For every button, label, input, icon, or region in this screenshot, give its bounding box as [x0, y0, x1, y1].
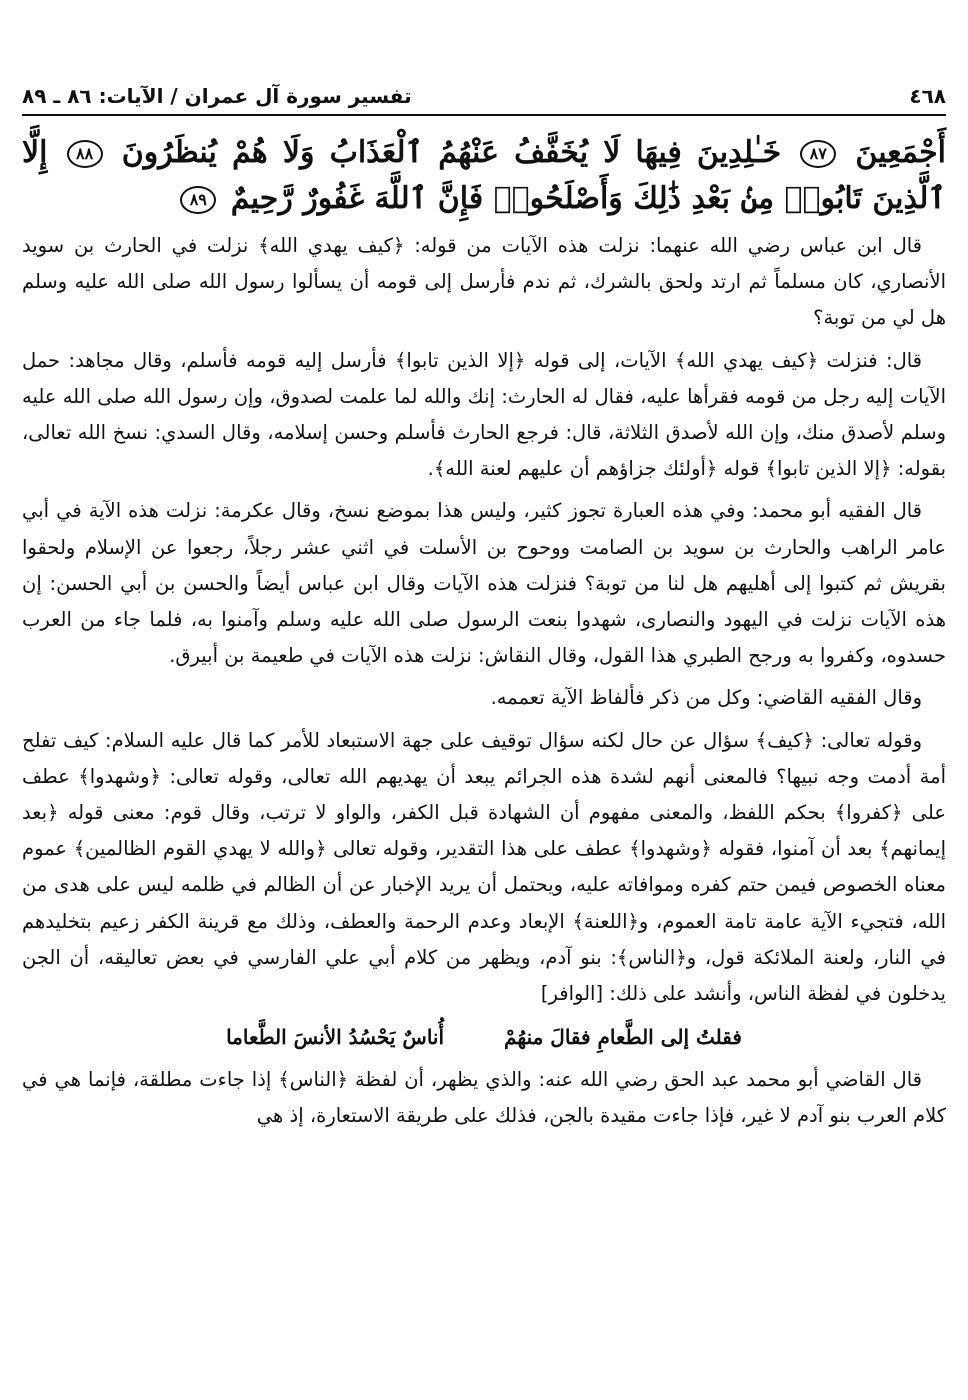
- paragraph-3: قال الفقيه أبو محمد: وفي هذه العبارة تجوز كثير، وليس هذا بموضع نسخ، وقال عكرمة: نزلت هذه الآية في أبي عامر الراهب والحارث بن سويد بن الصامت ووحوح بن الأسلت في اثني عشر رجلاً، رجعوا عن الإسلام ولحقوا بقريش ثم كتبوا إلى أهليهم هل لنا من توبة؟ فنزلت هذه الآيات وقال ابن عباس أيضاً والحسن بن أبي الحسن: إن هذه الآيات نزلت في اليهود والنصارى، شهدوا بنعت الرسول صلى الله عليه وسلم وآمنوا به، فلما جاء من العرب حسدوه، وكفروا به ورجح الطبري هذا القول، وقال النقاش: نزلت هذه الآيات في طعيمة بن أبيرق.: [22, 499, 946, 668]
- paragraph-1: قال ابن عباس رضي الله عنهما: نزلت هذه الآيات من قوله: ﴿كيف يهدي الله﴾ نزلت في الحارث بن سويد الأنصاري، كان مسلماً ثم ارتد ولحق بالشرك، ثم ندم فأرسل إلى قومه أن يسألوا رسول الله صلى الله عليه وسلم هل لي من توبة؟: [22, 234, 946, 330]
- quran-verse-block: [22, 130, 946, 222]
- poem-hemistich-1: فقلتُ إلى الطَّعامِ فقالَ منهُمْ: [504, 1025, 742, 1050]
- verse-text-2: خَـٰلِدِينَ فِيهَا لَا يُخَفَّفُ عَنْهُمُ ٱلْعَذَابُ وَلَا هُمْ يُنظَرُونَ: [121, 135, 782, 170]
- verse-number-88: ٨٨: [67, 140, 103, 168]
- paragraph-2: قال: فنزلت ﴿كيف يهدي الله﴾ الآيات، إلى قوله ﴿إلا الذين تابوا﴾ فأرسل إليه قومه فأسلم، وقال مجاهد: حمل الآيات إليه رجل من قومه فقرأها عليه، فقال له الحارث: إنك والله لما علمت لصدوق، وإن رسول الله صلى الله عليه وسلم لأصدق منك، وإن الله لأصدق الثلاثة، قال: فرجع الحارث فأسلم وحسن إسلامه، وقال السدي: نسخ الله تعالى، بقوله: ﴿إلا الذين تابوا﴾ قوله ﴿أولئك جزاؤهم أن عليهم لعنة الله﴾.: [22, 348, 946, 481]
- running-title: تفسير سورة آل عمران / الآيات: ٨٦ ـ ٨٩: [22, 84, 412, 108]
- poem-verse: [22, 1018, 946, 1056]
- poem-hemistich-2: أُناسٌ يَحْسُدُ الأنسَ الطَّعاما: [226, 1025, 445, 1050]
- verse-text-1: أَجْمَعِينَ: [855, 135, 946, 170]
- paragraph-5: وقوله تعالى: ﴿كيف﴾ سؤال عن حال لكنه سؤال توقيف على جهة الاستبعاد للأمر كما قال عليه السلام: كيف تفلح أمة أدمت وجه نبيها؟ فالمعنى أنهم لشدة هذه الجرائم يبعد أن يهديهم الله تعالى، وقوله تعالى: ﴿وشهدوا﴾ عطف على ﴿كفروا﴾ بحكم اللفظ، والمعنى مفهوم أن الشهادة قبل الكفر، والواو لا ترتب، وقال قوم: معنى قوله ﴿بعد إيمانهم﴾ بعد أن آمنوا، فقوله ﴿وشهدوا﴾ عطف على هذا التقدير، وقوله تعالى ﴿والله لا يهدي القوم الظالمين﴾ عموم معناه الخصوص فيمن حتم كفره وموافاته عليه، ويحتمل أن يريد الإخبار عن أن الظالم في ظلمه ليس على هدى من الله، فتجيء الآية عامة تامة العموم، و﴿اللعنة﴾ الإبعاد وعدم الرحمة والعطف، وذلك مع قرينة الكفر زعيم بتخليدهم في النار، ولعنة الملائكة قول، و﴿الناس﴾: بنو آدم، ويظهر من كلام أبي علي الفارسي في بعض تعاليقه، أن الجن يدخلون في لفظة الناس، وأنشد على ذلك: [الوافر]: [22, 728, 946, 1006]
- page-number: ٤٦٨: [909, 84, 946, 108]
- paragraph-closing: قال القاضي أبو محمد عبد الحق رضي الله عنه: والذي يظهر، أن لفظة ﴿الناس﴾ إذا جاءت مطلقة، فإنما هي في كلام العرب بنو آدم لا غير، فإذا جاءت مقيدة بالجن، فذلك على طريقة الاستعارة، إذ هي: [22, 1068, 946, 1128]
- verse-number-87: ٨٧: [800, 140, 836, 168]
- paragraph-4: وقال الفقيه القاضي: وكل من ذكر فألفاظ الآية تعممه.: [490, 686, 922, 710]
- verse-number-89: ٨٩: [180, 186, 216, 214]
- book-page: [22, 78, 946, 1141]
- page-header: [22, 78, 946, 116]
- verse-text-3: إِلَّا ٱلَّذِينَ تَابُوا۟ مِنۢ بَعْدِ ذَٰلِكَ وَأَصْلَحُوا۟ فَإِنَّ ٱللَّهَ غَفُورٌ رَّحِيمٌ: [22, 135, 946, 216]
